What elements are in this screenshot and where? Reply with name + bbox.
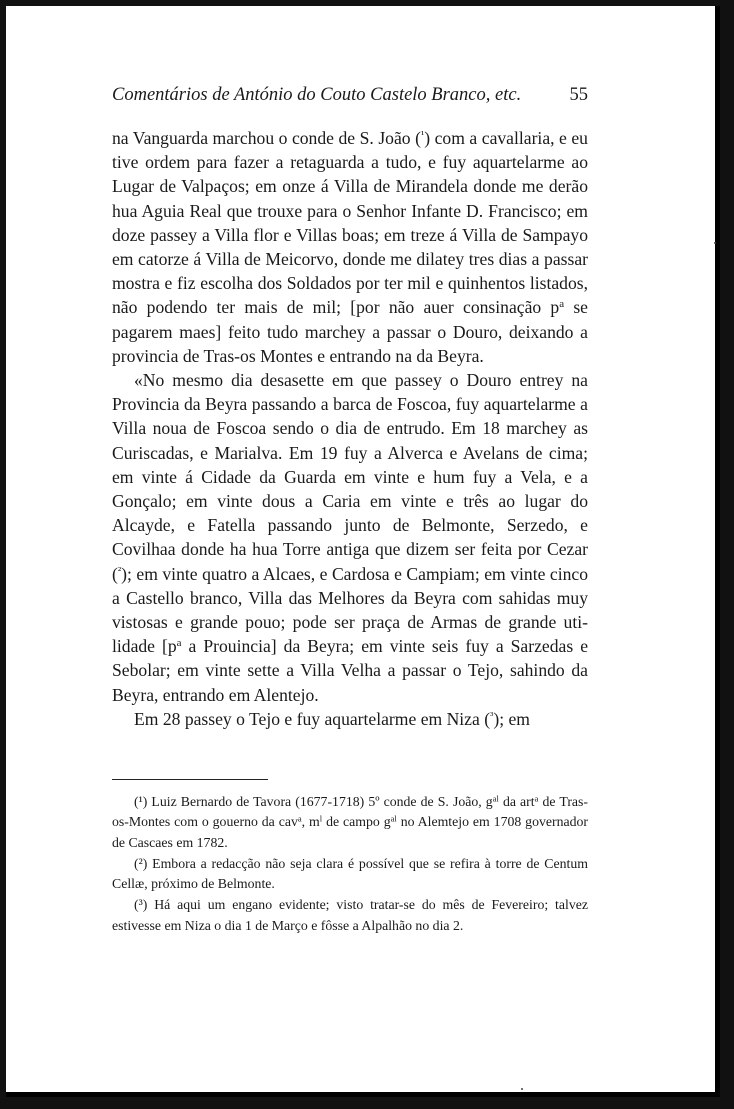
paragraph: «No mesmo dia desasette em que passey o Douro entrey na Provincia da Beyra passando a barca de Foscoa, fuy aquartelarme a Villa noua de Foscoa sendo o dia de entrudo. Em 18 marchey as Curiscadas, e Marialva. Em 19 fuy a Alverca e Avelans de cima; em vinte á Cidade da Guarda em vinte e hum fuy a Vela, e a Gonçalo; em vinte dous a Caria em vinte e três ao lugar do Alcayde, e Fatella passando junto de Belmonte, Serzedo, e Covilhaa donde ha hua Torre antiga que dizem ser feita por Cezar ($^{^2}$); em vinte quatro a Alcaes, e Cardosa e Campiam; em vinte cinco a Castello branco, Villa das Melhores da Beyra com sahidas muy vistosas e grande pouo; pode ser praça de Armas de grande utilidade [$p^a$ a Prouincia] da Beyra; em vinte seis fuy a Sarzedas e Sebolar; em vinte sette a Villa Velha a passar o Tejo, sahindo da Beyra, entrando em Alentejo.	[112, 370, 589, 705]
page-header	[112, 80, 588, 110]
footnotes	[112, 792, 588, 937]
footnote: (³) Há aqui um engano evidente; visto tratar-se do mês de Fevereiro; talvez estivesse em Niza o dia 1 de Março e fôsse a Alpalhão no dia 2.	[112, 897, 588, 933]
page-number: 55	[569, 85, 588, 105]
book-page	[6, 6, 720, 1097]
superscript-abbrev: a	[176, 637, 182, 650]
running-title: Comentários de António do Couto Castelo Branco, etc.	[112, 85, 522, 105]
main-text	[112, 126, 588, 731]
paragraph: Em 28 passey o Tejo e fuy aquartelarme em Niza ($^{^3}$); em	[134, 708, 530, 729]
footnote: (¹) Luiz Bernardo de Tavora (1677-1718) 5º conde de S. João, $g^{al}$ da art$^a$ de Tras-os-Montes com o gouerno da cav$^a$, $m^l$ de campo $g^{al}$ no Alemtejo em 1708 governador de Cascaes em 1782.	[112, 793, 589, 850]
footnote: (²) Embora a redacção não seja clara é possível que se refira à torre de Centum Cellæ, próximo de Belmonte.	[112, 855, 588, 892]
footnote-ref: ³	[490, 709, 494, 722]
footnote-ref: ²	[117, 564, 122, 577]
superscript-abbrev: a	[559, 298, 565, 311]
footnote-separator	[112, 779, 268, 780]
speck	[521, 1088, 523, 1090]
speck	[714, 242, 716, 244]
paragraph: na Vanguarda marchou o conde de S. João ($^{^1}$) com a cavallaria, e eu tive ordem para fazer a retaguarda a tudo, e fuy aquartelarme ao Lugar de Valpaços; em onze á Villa de Mirandela donde me derão hua Aguia Real que trouxe para o Senhor Infante D. Francisco; em doze passey a Villa flor e Villas boas; em treze á Villa de Sampayo em catorze á Villa de Meicorvo, donde me dilatey tres dias a passar mostra e fiz escolha dos Soldados por ter mil e quinhentos listados, não podendo ter mais de mil; [por não auer consinação $p^a$ se pagarem maes] feito tudo marchey a passar o Douro, deixando a provincia de Tras-os Montes e entrando na da Beyra.	[112, 128, 588, 366]
footnote-ref: ¹	[420, 129, 425, 141]
